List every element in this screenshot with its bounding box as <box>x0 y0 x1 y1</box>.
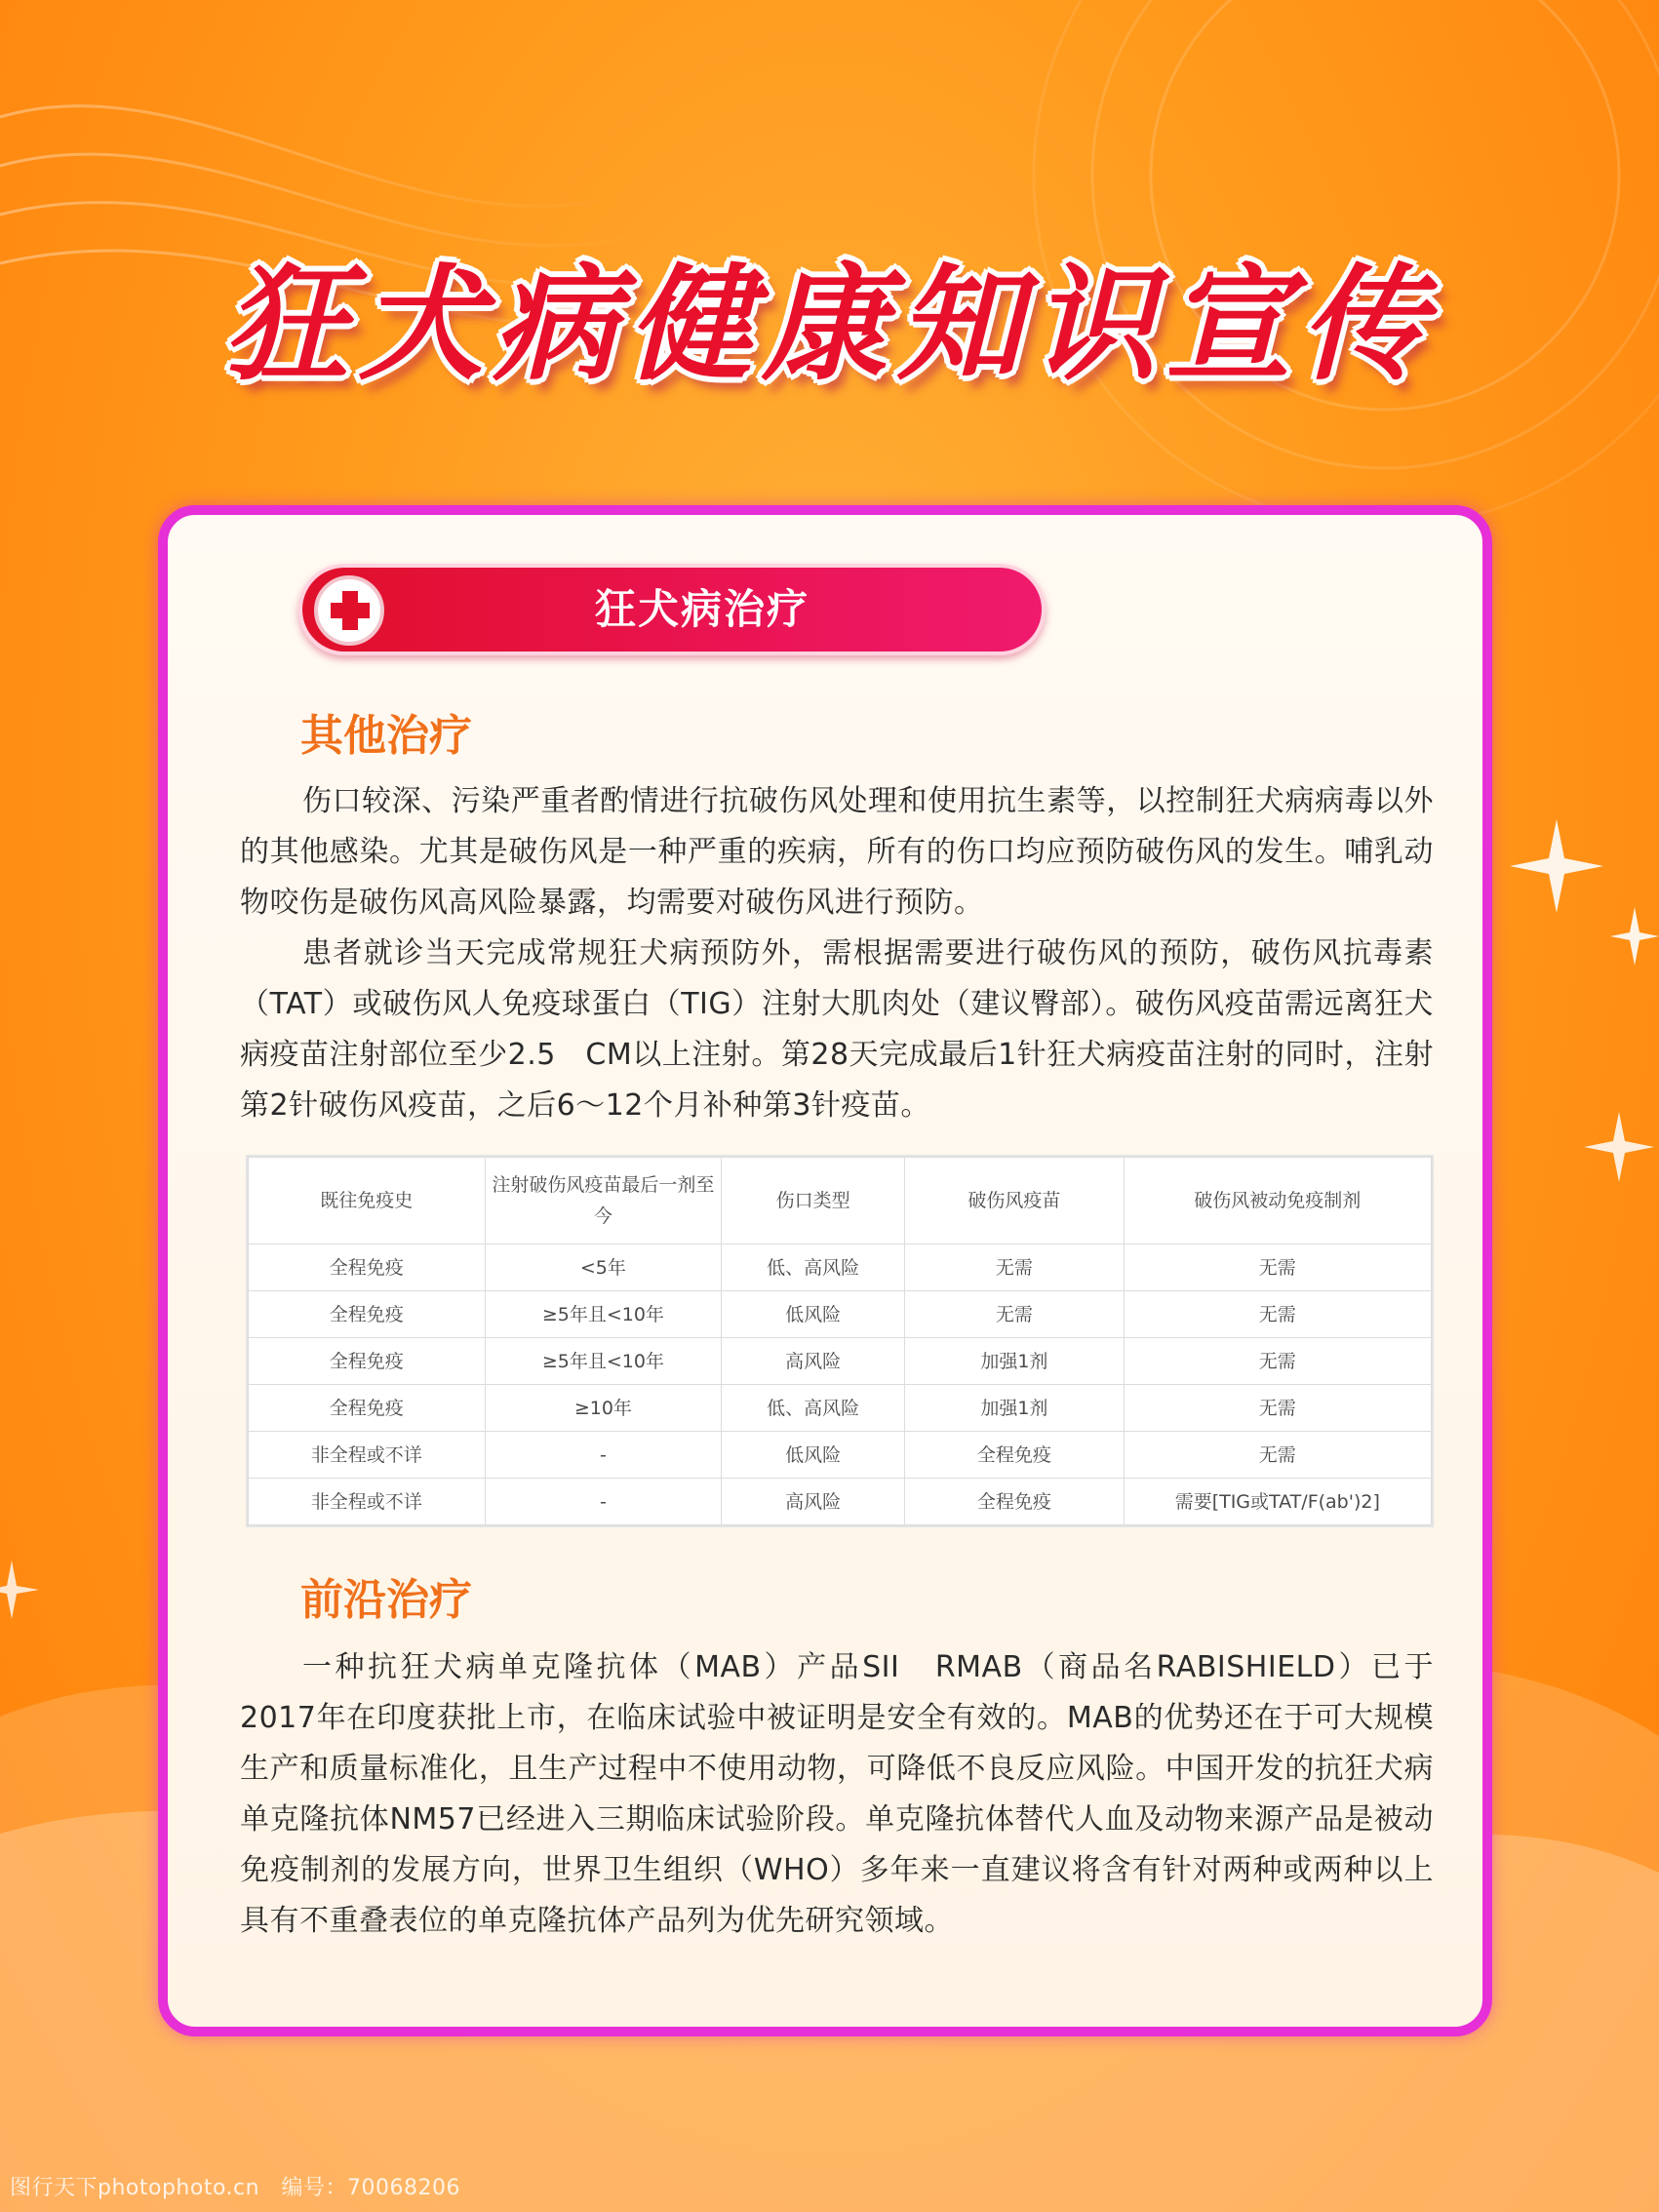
table-cell: 低风险 <box>722 1432 905 1479</box>
table-cell: - <box>485 1479 722 1525</box>
paragraph-other-2: 患者就诊当天完成常规狂犬病预防外，需根据需要进行破伤风的预防，破伤风抗毒素（TAT）或破伤风人免疫球蛋白（TIG）注射大肌肉处（建议臀部）。破伤风疫苗需远离狂犬病疫苗注射部位至少2.5 CM以上注射。第28天完成最后1针狂犬病疫苗注射的同时，注射第2针破伤风疫苗，之后6～12个月补种第3针疫苗。 <box>240 936 1434 1123</box>
footer-watermark: 图行天下photophoto.cn 编号：70068206 <box>10 2176 461 2200</box>
medical-cross-icon <box>314 575 384 646</box>
table-cell: 加强1剂 <box>905 1338 1124 1385</box>
table-row <box>249 1432 1432 1479</box>
table-cell: 加强1剂 <box>905 1385 1124 1432</box>
table-cell: 低、高风险 <box>722 1385 905 1432</box>
table-header: 既往免疫史 <box>249 1158 486 1244</box>
table-cell: 无需 <box>905 1291 1124 1338</box>
table-cell: 全程免疫 <box>249 1244 486 1291</box>
section-heading-other-treatment: 其他治疗 <box>300 711 472 761</box>
table-cell: 无需 <box>1124 1244 1431 1291</box>
table-cell: 非全程或不详 <box>249 1479 486 1525</box>
table-cell: 无需 <box>905 1244 1124 1291</box>
table-row <box>249 1244 1432 1291</box>
page-title: 狂犬病健康知识宣传 <box>223 252 1436 398</box>
table-cell: 全程免疫 <box>249 1338 486 1385</box>
table-cell: 需要[TIG或TAT/F(ab')2] <box>1124 1479 1431 1525</box>
table-cell: 无需 <box>1124 1385 1431 1432</box>
table-row <box>249 1479 1432 1525</box>
tetanus-table <box>246 1155 1434 1527</box>
table-cell: ≥5年且<10年 <box>485 1291 722 1338</box>
section-heading-frontier-treatment: 前沿治疗 <box>300 1575 472 1625</box>
table-header: 伤口类型 <box>722 1158 905 1244</box>
table-cell: 全程免疫 <box>249 1291 486 1338</box>
table-cell: - <box>485 1432 722 1479</box>
table-header-row <box>249 1158 1432 1244</box>
paragraph-frontier-1: 一种抗狂犬病单克隆抗体（MAB）产品SII RMAB（商品名RABISHIELD）已于2017年在印度获批上市，在临床试验中被证明是安全有效的。MAB的优势还在于可大规模生产和质量标准化，且生产过程中不使用动物，可降低不良反应风险。中国开发的抗狂犬病单克隆抗体NM57已经进入三期临床试验阶段。单克隆抗体替代人血及动物来源产品是被动免疫制剂的发展方向，世界卫生组织（WHO）多年来一直建议将含有针对两种或两种以上具有不重叠表位的单克隆抗体产品列为优先研究领域。 <box>240 1650 1434 1938</box>
table-cell: 非全程或不详 <box>249 1432 486 1479</box>
table-row <box>249 1385 1432 1432</box>
table-row <box>249 1291 1432 1338</box>
table-cell: 无需 <box>1124 1291 1431 1338</box>
table-cell: 无需 <box>1124 1338 1431 1385</box>
table-header: 注射破伤风疫苗最后一剂至今 <box>485 1158 722 1244</box>
table-cell: 高风险 <box>722 1479 905 1525</box>
table-cell: ≥10年 <box>485 1385 722 1432</box>
table-cell: ≥5年且<10年 <box>485 1338 722 1385</box>
table-cell: 全程免疫 <box>249 1385 486 1432</box>
table-cell: 全程免疫 <box>905 1479 1124 1525</box>
table-cell: 高风险 <box>722 1338 905 1385</box>
table-cell: 无需 <box>1124 1432 1431 1479</box>
table-header: 破伤风被动免疫制剂 <box>1124 1158 1431 1244</box>
table-cell: 低、高风险 <box>722 1244 905 1291</box>
section-banner <box>298 564 1046 655</box>
table-cell: 低风险 <box>722 1291 905 1338</box>
table-cell: <5年 <box>485 1244 722 1291</box>
table-row <box>249 1338 1432 1385</box>
paragraph-other-1: 伤口较深、污染严重者酌情进行抗破伤风处理和使用抗生素等，以控制狂犬病病毒以外的其他感染。尤其是破伤风是一种严重的疾病，所有的伤口均应预防破伤风的发生。哺乳动物咬伤是破伤风高风险暴露，均需要对破伤风进行预防。 <box>240 784 1434 920</box>
table-cell: 全程免疫 <box>905 1432 1124 1479</box>
table-header: 破伤风疫苗 <box>905 1158 1124 1244</box>
banner-label: 狂犬病治疗 <box>594 585 810 633</box>
